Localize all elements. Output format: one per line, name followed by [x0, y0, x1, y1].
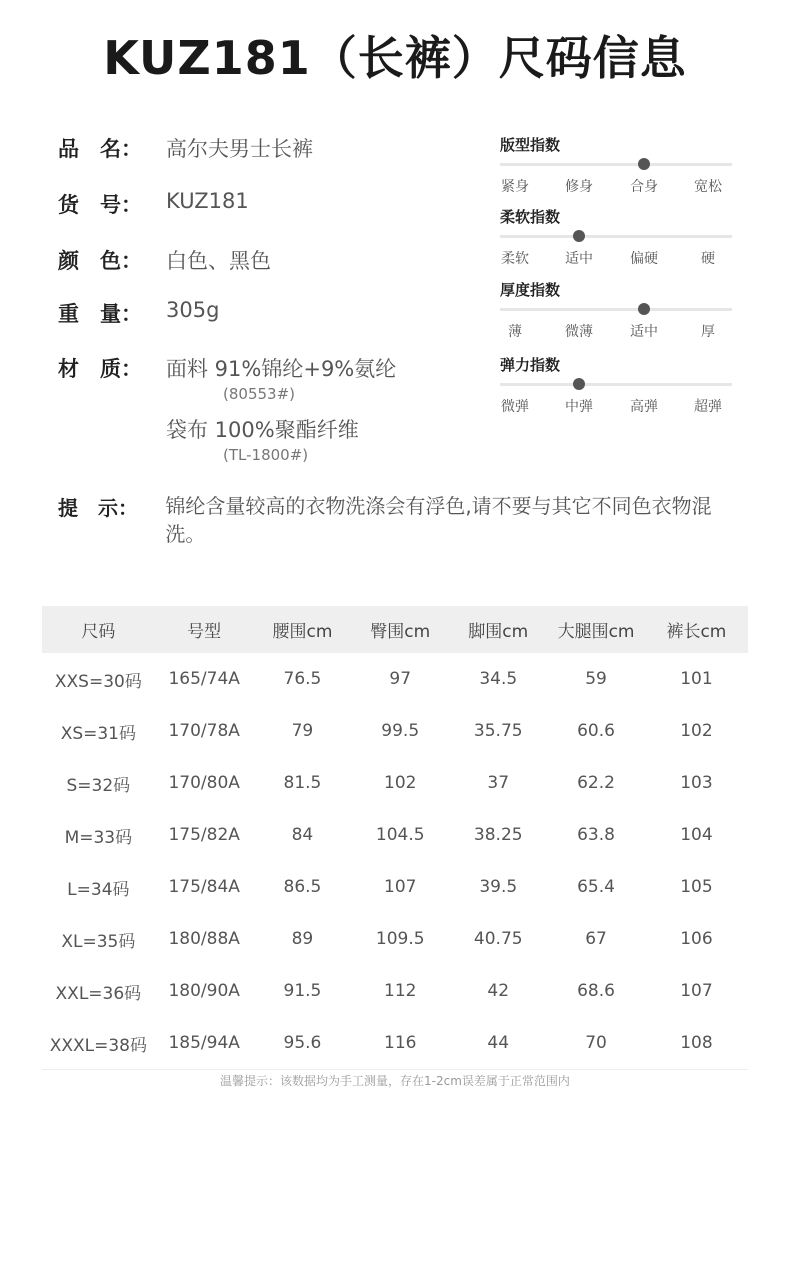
stretch-index-marker — [573, 378, 585, 390]
table-row — [42, 653, 748, 705]
thickness-index-labels — [500, 321, 732, 341]
stretch-index-option: 微弹 — [501, 399, 529, 415]
table-cell: 95.6 — [254, 1017, 352, 1070]
stretch-index-title: 弹力指数 — [500, 356, 561, 374]
stretch-index-track — [500, 378, 732, 390]
page-title: KUZ181（长裤）尺码信息 — [103, 31, 687, 85]
measurement-note: 温馨提示：该数据均为手工测量，存在1-2cm误差属于正常范围内 — [220, 1074, 570, 1088]
table-cell: 40.75 — [473, 929, 523, 949]
table-cell: 89 — [291, 929, 314, 949]
color-value: 白色、黑色 — [166, 249, 271, 273]
table-cell: 35.75 — [473, 721, 523, 741]
column-header: 尺码 — [42, 606, 155, 653]
table-cell: XXS=30码 — [54, 671, 142, 692]
table-cell: 109.5 — [375, 929, 425, 949]
table-cell: 79 — [291, 721, 314, 741]
tip-text: 锦纶含量较高的衣物洗涤会有浮色,请不要与其它不同色衣物混洗。 — [165, 494, 712, 546]
softness-index-option: 适中 — [565, 251, 593, 267]
table-cell: 175/84A — [168, 877, 240, 897]
table-cell: 44 — [449, 1017, 547, 1070]
table-cell: 104 — [680, 825, 713, 845]
softness-index-option: 偏硬 — [630, 251, 658, 267]
table-cell: 99.5 — [381, 721, 420, 741]
fit-index-line — [500, 163, 732, 166]
table-cell: 63.8 — [577, 825, 615, 845]
table-row — [42, 757, 748, 809]
lining-item — [166, 414, 359, 464]
table-cell: M=33码 — [64, 827, 133, 848]
table-cell: 84 — [291, 825, 314, 845]
washing-tip — [58, 492, 748, 548]
table-row — [42, 705, 748, 757]
stretch-index — [500, 354, 732, 416]
table-cell: 65.4 — [577, 877, 615, 897]
table-cell: 59 — [585, 669, 607, 689]
table-row — [42, 809, 748, 861]
table-cell: S=32码 — [66, 775, 131, 796]
fabric-code: (80553#) — [223, 385, 295, 403]
size-table-header — [42, 606, 748, 653]
softness-index-option: 硬 — [701, 251, 715, 267]
fabric-composition: 面料 91%锦纶+9%氨纶 — [166, 357, 397, 381]
column-header: 号型 — [155, 606, 254, 653]
table-cell: 180/88A — [168, 929, 240, 949]
thickness-index-title: 厚度指数 — [500, 281, 561, 299]
table-cell: 116 — [351, 1017, 449, 1070]
table-cell: 76.5 — [283, 669, 322, 689]
table-row — [42, 1017, 748, 1070]
product-name-value: 高尔夫男士长裤 — [166, 137, 313, 161]
table-cell: 81.5 — [283, 773, 322, 793]
column-header: 腰围cm — [254, 606, 352, 653]
table-cell: 70 — [547, 1017, 645, 1070]
fit-index-labels — [500, 176, 732, 196]
table-cell: XS=31码 — [60, 723, 137, 744]
table-cell: 68.6 — [577, 981, 615, 1001]
column-header: 裤长cm — [645, 606, 748, 653]
table-row — [42, 861, 748, 913]
size-table — [42, 606, 748, 1070]
table-cell: 102 — [680, 721, 713, 741]
table-cell: 175/82A — [168, 825, 240, 845]
table-cell: 103 — [680, 773, 713, 793]
product-name-label: 品 名： — [58, 137, 142, 161]
thickness-index-option: 厚 — [701, 324, 715, 340]
table-cell: 34.5 — [479, 669, 518, 689]
table-cell: 97 — [389, 669, 412, 689]
table-cell: 105 — [680, 877, 713, 897]
stretch-index-option: 中弹 — [565, 399, 593, 415]
table-cell: 106 — [680, 929, 713, 949]
softness-index-track — [500, 230, 732, 242]
softness-index — [500, 206, 732, 268]
table-cell: 60.6 — [577, 721, 615, 741]
table-cell: 37 — [487, 773, 510, 793]
softness-index-labels — [500, 248, 732, 268]
column-header: 脚围cm — [449, 606, 547, 653]
table-cell: 67 — [585, 929, 607, 949]
fit-index-title: 版型指数 — [500, 136, 561, 154]
lining-code: (TL-1800#) — [223, 446, 309, 464]
softness-index-title: 柔软指数 — [500, 208, 561, 226]
color-label: 颜 色： — [58, 249, 142, 273]
table-cell: 180/90A — [168, 981, 240, 1001]
item-number-value: KUZ181 — [166, 189, 249, 213]
table-cell: 170/78A — [168, 721, 240, 741]
weight-row — [58, 298, 219, 328]
table-cell: XXXL=38码 — [42, 1017, 155, 1070]
material-row — [58, 353, 166, 383]
weight-label: 重 量： — [58, 302, 142, 326]
table-cell: 165/74A — [168, 669, 240, 689]
thickness-index — [500, 279, 732, 341]
item-number-label: 货 号： — [58, 193, 142, 217]
table-cell: 101 — [680, 669, 713, 689]
lining-composition: 袋布 100%聚酯纤维 — [166, 418, 359, 442]
softness-index-marker — [573, 230, 585, 242]
table-cell: 112 — [384, 981, 417, 1001]
fit-index-option: 合身 — [630, 179, 658, 195]
table-row — [42, 913, 748, 965]
table-cell: 62.2 — [577, 773, 615, 793]
thickness-index-option: 适中 — [630, 324, 658, 340]
table-cell: 42 — [487, 981, 510, 1001]
softness-index-option: 柔软 — [501, 251, 529, 267]
fit-index-marker — [638, 158, 650, 170]
table-cell: 39.5 — [479, 877, 518, 897]
material-label: 材 质： — [58, 357, 142, 381]
tip-label: 提 示： — [58, 496, 138, 520]
table-cell: 108 — [645, 1017, 748, 1070]
thickness-index-option: 薄 — [508, 324, 522, 340]
color-row — [58, 245, 271, 275]
table-cell: 38.25 — [473, 825, 523, 845]
table-cell: 107 — [680, 981, 713, 1001]
stretch-index-line — [500, 383, 732, 386]
stretch-index-option: 超弹 — [694, 399, 722, 415]
thickness-index-track — [500, 303, 732, 315]
fit-index-track — [500, 158, 732, 170]
thickness-index-marker — [638, 303, 650, 315]
table-cell: L=34码 — [67, 879, 130, 900]
table-cell: XL=35码 — [61, 931, 136, 952]
stretch-index-labels — [500, 396, 732, 416]
thickness-index-line — [500, 308, 732, 311]
product-name-row — [58, 133, 313, 163]
fit-index — [500, 134, 732, 196]
column-header: 臀围cm — [351, 606, 449, 653]
softness-index-line — [500, 235, 732, 238]
table-cell: 185/94A — [155, 1017, 254, 1070]
table-cell: 170/80A — [168, 773, 240, 793]
fit-index-option: 宽松 — [694, 179, 722, 195]
thickness-index-option: 微薄 — [565, 324, 593, 340]
stretch-index-option: 高弹 — [630, 399, 658, 415]
weight-value: 305g — [166, 298, 220, 322]
column-header: 大腿围cm — [547, 606, 645, 653]
size-table-body — [42, 653, 748, 1070]
table-cell: 104.5 — [375, 825, 425, 845]
fit-index-option: 紧身 — [501, 179, 529, 195]
table-cell: 86.5 — [283, 877, 322, 897]
table-cell: XXL=36码 — [55, 983, 142, 1004]
table-row — [42, 965, 748, 1017]
fabric-item — [166, 353, 396, 403]
fit-index-option: 修身 — [565, 179, 593, 195]
table-cell: 102 — [384, 773, 417, 793]
table-cell: 91.5 — [283, 981, 322, 1001]
table-cell: 107 — [384, 877, 417, 897]
item-number-row — [58, 189, 249, 219]
